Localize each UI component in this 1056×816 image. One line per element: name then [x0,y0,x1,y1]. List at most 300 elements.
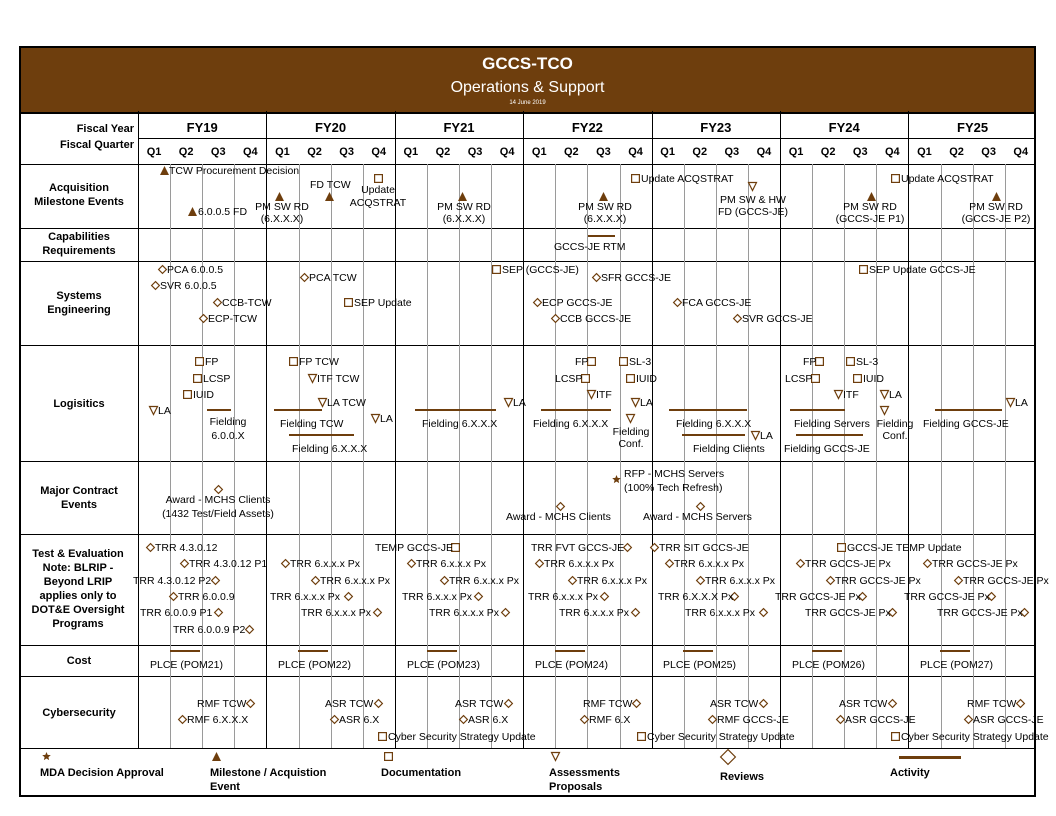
plce-pom25-activity: PLCE (POM25) [663,659,736,671]
pca-tcw-review: PCA TCW [309,272,357,284]
pca-6005-review: PCA 6.0.0.5 [167,264,224,276]
review-diamond-icon [796,559,805,568]
milestone-triangle-icon [458,192,467,201]
legend-inverted-triangle-icon [551,752,560,761]
sep-gccs-je-doc: SEP (GCCS-JE) [502,264,579,276]
fca-gccs-je-review: FCA GCCS-JE [682,297,752,309]
trr-6009-event: TRR 6.0.0.9 [178,591,235,603]
review-diamond-icon [407,559,416,568]
fiscal-quarter-label: Fiscal Quarter [60,139,134,151]
review-diamond-icon [214,485,223,494]
assessment-triangle-icon [631,398,640,407]
fielding-600x-version: 6.0.0.X [211,430,245,442]
fielding-gccs-je-activity: Fielding GCCS-JE [923,418,1009,430]
ecp-gccs-je-review: ECP GCCS-JE [542,297,613,309]
lcsp-doc: LCSP [555,373,583,385]
tcw-procurement-decision: TCW Procurement Decision [169,165,300,177]
fielding-600x-activity: Fielding [209,416,247,428]
row-divider [19,534,1036,535]
rmf-tcw-event: RMF TCW [197,698,247,710]
quarter-header: Q3 [339,146,354,158]
trr-4312-p2-event: TRR 4.3.0.12 P2 [133,575,212,587]
trr-6xxx-px-event: TRR 6.x.x.x Px [290,558,361,570]
cost-activity-bar [170,650,200,652]
quarter-header: Q2 [178,146,194,158]
gccs-je-rtm-event: GCCS-JE RTM [554,241,626,253]
fielding-6xxx-activity: Fielding 6.X.X.X [292,443,368,455]
review-diamond-icon [245,625,254,634]
update-acqstrat-event: Update ACQSTRAT [641,173,734,185]
quarter-divider [138,138,1036,139]
legend-star-icon [42,752,51,761]
asr-gccs-je-event: ASR GCCS-JE [845,714,916,726]
quarter-header: Q2 [949,146,964,158]
documentation-square-icon [374,174,383,183]
quarter-header: Q2 [820,146,836,158]
fiscal-year-label: Fiscal Year [76,123,134,135]
mda-star-icon [612,475,621,484]
pm-sw-rd-version: (6.X.X.X) [583,213,627,225]
review-diamond-icon [311,576,320,585]
page-date: 14 June 2019 [509,100,546,106]
plce-pom24-activity: PLCE (POM24) [535,659,608,671]
milestone-triangle-icon [188,207,197,216]
fp-doc: FP [575,356,589,368]
pm-sw-rd-event: PM SW RD [578,201,632,213]
assessment-triangle-icon [748,182,757,191]
legend-reviews: Reviews [720,771,765,783]
legend-milestone: Milestone / Acquistion [210,767,327,779]
capabilities-label: Capabilities Requirements [42,231,116,257]
review-diamond-icon [954,576,963,585]
fielding-activity-bar [541,409,611,411]
svr-6005-review: SVR 6.0.0.5 [160,280,217,292]
review-diamond-icon [211,576,220,585]
quarter-header: Q2 [307,146,322,158]
fielding-activity-bar [682,434,745,436]
trr-gccs-je-px-event: TRR GCCS-JE Px [963,575,1049,587]
quarter-header: Q4 [885,146,900,158]
la-assessment: LA [158,405,171,417]
fielding-activity-bar [796,434,863,436]
plce-pom22-activity: PLCE (POM22) [278,659,351,671]
rmf-6x-event: RMF 6.X [589,714,631,726]
cost-activity-bar [940,650,970,652]
svr-gccs-je-review: SVR GCCS-JE [742,313,813,325]
review-diamond-icon [1016,699,1025,708]
rmf-6xxx-event: RMF 6.X.X.X [187,714,249,726]
plce-pom21-activity: PLCE (POM21) [150,659,223,671]
assessment-triangle-icon [149,406,158,415]
quarter-divider-line [1005,164,1006,748]
legend-diamond-icon [720,749,736,765]
review-diamond-icon [213,298,222,307]
row-divider [19,645,1036,646]
assessment-triangle-icon [371,414,380,423]
quarter-header: Q4 [756,146,772,158]
quarter-header: Q1 [146,146,162,158]
rfp-mchs-servers-event: RFP - MCHS Servers [624,468,725,480]
trr-6xxx-px-event: TRR 6.x.x.x Px [402,591,473,603]
sfr-gccs-je-review: SFR GCCS-JE [601,272,672,284]
review-diamond-icon [673,298,682,307]
trr-4312-p1-event: TRR 4.3.0.12 P1 [189,558,268,570]
fielding-activity-bar [207,409,231,411]
systems-engineering-label: Systems Engineering [47,290,111,316]
trr-6xxx-px-event: TRR 6.x.x.x Px [429,607,500,619]
update-acqstrat-event-b: ACQSTRAT [349,197,407,209]
label-column-divider [138,111,139,748]
quarter-header: Q4 [499,146,515,158]
award-mchs-clients-event: Award - MCHS Clients [165,494,271,506]
trr-6xxx-px-event: TRR 6.x.x.x Px [301,607,372,619]
milestone-triangle-icon [867,192,876,201]
fielding-conf-event-b: Conf. [882,430,908,442]
pm-sw-rd-event: PM SW RD [437,201,491,213]
fielding-conf-event: Fielding [612,426,650,438]
quarter-header: Q3 [210,146,226,158]
ccb-tcw-review: CCB-TCW [222,297,272,309]
asr-tcw-event: ASR TCW [455,698,504,710]
fielding-activity-bar [415,409,496,411]
la-assessment: LA [640,397,653,409]
assessment-triangle-icon [1006,398,1015,407]
review-diamond-icon [504,699,513,708]
la-assessment: LA [513,397,526,409]
review-diamond-icon [374,699,383,708]
review-diamond-icon [836,715,845,724]
pm-sw-rd-version: (GCCS-JE P1) [835,213,905,225]
documentation-square-icon [837,543,846,552]
pm-sw-rd-event: PM SW RD [255,201,309,213]
page-title: GCCS-TCO [482,54,573,73]
legend-documentation: Documentation [381,767,462,779]
quarter-header: Q1 [403,146,419,158]
plce-pom23-activity: PLCE (POM23) [407,659,480,671]
pm-sw-rd-version: (GCCS-JE P2) [961,213,1031,225]
review-diamond-icon [696,576,705,585]
quarter-divider-line [876,164,877,748]
trr-6xxx-px-event: TRR 6.x.x.x Px [674,558,745,570]
year-header-fy20: FY20 [315,120,347,135]
documentation-square-icon [891,174,900,183]
cost-activity-bar [683,650,713,652]
itf-assessment: ITF [596,389,612,401]
trr-6009-p1-event: TRR 6.0.0.9 P1 [140,607,213,619]
year-divider [523,111,524,748]
assessment-triangle-icon [318,398,327,407]
legend-activity: Activity [890,767,930,779]
assessment-triangle-icon [880,390,889,399]
acquisition-label: Acquisition Milestone Events [34,182,124,208]
quarter-divider-line [748,164,749,748]
review-diamond-icon [146,543,155,552]
header-banner [21,48,1034,114]
fielding-conf-event-b: Conf. [618,438,644,450]
year-header-fy22: FY22 [571,120,603,135]
quarter-header: Q1 [788,146,804,158]
review-diamond-icon [344,592,353,601]
trr-sit-gccs-je-event: TRR SIT GCCS-JE [659,542,749,554]
review-diamond-icon [759,699,768,708]
review-diamond-icon [158,265,167,274]
plce-pom27-activity: PLCE (POM27) [920,659,993,671]
review-diamond-icon [501,608,510,617]
fielding-6xxx-activity: Fielding 6.X.X.X [676,418,752,430]
itf-tcw-assessment: ITF TCW [317,373,360,385]
fielding-activity-bar [289,434,354,436]
review-diamond-icon [888,699,897,708]
documentation-square-icon [626,374,635,383]
quarter-header: Q2 [435,146,451,158]
documentation-square-icon [619,357,628,366]
milestone-triangle-icon [325,192,334,201]
documentation-square-icon [631,174,640,183]
fielding-activity-bar [669,409,747,411]
quarter-divider-line [363,164,364,748]
review-diamond-icon [535,559,544,568]
fielding-activity-bar [274,409,322,411]
temp-gccs-je-event: TEMP GCCS-JE [375,542,453,554]
trr-gccs-je-px-event: TRR GCCS-JE Px [805,558,891,570]
review-diamond-icon [650,543,659,552]
cost-activity-bar [427,650,457,652]
quarter-header: Q3 [596,146,611,158]
row-divider [19,461,1036,462]
quarter-header: Q1 [917,146,932,158]
review-diamond-icon [533,298,542,307]
cost-activity-bar [298,650,328,652]
la-assessment: LA [380,413,393,425]
la-assessment: LA [1015,397,1028,409]
trr-6xxx-px-event: TRR 6.x.x.x Px [559,607,630,619]
fielding-6xxx-activity: Fielding 6.X.X.X [533,418,609,430]
asr-6x-event: ASR 6.X [339,714,380,726]
review-diamond-icon [556,502,565,511]
review-diamond-icon [592,273,601,282]
trr-gccs-je-px-event: TRR GCCS-JE Px [904,591,990,603]
assessment-triangle-icon [308,374,317,383]
review-diamond-icon [300,273,309,282]
rmf-tcw-event: RMF TCW [583,698,633,710]
pm-sw-rd-event: PM SW RD [969,201,1023,213]
milestone-triangle-icon [275,192,284,201]
documentation-square-icon [846,357,855,366]
year-header-fy24: FY24 [828,120,860,135]
documentation-square-icon [492,265,501,274]
cybersecurity-label: Cybersecurity [42,707,116,719]
legend-milestone-b: Event [210,781,240,793]
sl3-doc: SL-3 [629,356,652,368]
fielding-tcw-activity: Fielding TCW [280,418,344,430]
row-divider [19,261,1036,262]
legend-assessments: Assessments [549,767,620,779]
fielding-clients-activity: Fielding Clients [693,443,765,455]
quarter-header: Q4 [628,146,643,158]
quarter-header: Q4 [371,146,387,158]
award-mchs-clients-assets: (1432 Test/Field Assets) [162,508,274,520]
sep-update-gccs-je-doc: SEP Update GCCS-JE [869,264,976,276]
documentation-square-icon [637,732,646,741]
asr-tcw-event: ASR TCW [710,698,759,710]
review-diamond-icon [214,608,223,617]
review-diamond-icon [826,576,835,585]
year-header-fy23: FY23 [700,120,732,135]
review-diamond-icon [459,715,468,724]
trr-6xxx-px-event: TRR 6.X.X.X Px [658,591,734,603]
row-divider [19,228,1036,229]
quarter-header: Q1 [660,146,675,158]
assessment-triangle-icon [751,431,760,440]
review-diamond-icon [178,715,187,724]
quarter-divider-line [491,164,492,748]
trr-6xxx-px-event: TRR 6.x.x.x Px [544,558,615,570]
test-evaluation-label: Test & Evaluation Note: BLRIP - Beyond LRIP applies only to DOT&E Oversight Programs [31,548,125,630]
cyber-security-strategy-event: Cyber Security Strategy Update [388,731,536,743]
pm-sw-rd-event: PM SW RD [843,201,897,213]
documentation-square-icon [193,374,202,383]
milestone-triangle-icon [160,166,169,175]
milestone-triangle-icon [992,192,1001,201]
fp-tcw-doc: FP TCW [299,356,339,368]
trr-gccs-je-px-event: TRR GCCS-JE Px [835,575,921,587]
assessment-triangle-icon [626,414,635,423]
plce-pom26-activity: PLCE (POM26) [792,659,865,671]
trr-gccs-je-px-event: TRR GCCS-JE Px [775,591,861,603]
itf-assessment: ITF [843,389,859,401]
quarter-divider-line [234,164,235,748]
trr-6xxx-px-event: TRR 6.x.x.x Px [270,591,341,603]
review-diamond-icon [632,699,641,708]
assessment-triangle-icon [504,398,513,407]
assessment-triangle-icon [587,390,596,399]
fielding-gccs-je-activity: Fielding GCCS-JE [784,443,870,455]
review-diamond-icon [631,608,640,617]
quarter-header: Q3 [852,146,868,158]
gccs-je-temp-update-event: GCCS-JE TEMP Update [847,542,962,554]
pm-sw-hw-fd-event-b: FD (GCCS-JE) [718,206,788,218]
trr-gccs-je-px-event: TRR GCCS-JE Px [932,558,1018,570]
legend-activity-bar [899,756,961,759]
review-diamond-icon [180,559,189,568]
capabilities-activity-bar [588,235,615,237]
row-divider [19,676,1036,677]
milestone-triangle-icon [599,192,608,201]
cost-label: Cost [66,655,92,667]
trr-6xxx-px-event: TRR 6.x.x.x Px [449,575,520,587]
trr-6xxx-px-event: TRR 6.x.x.x Px [685,607,756,619]
year-header-fy21: FY21 [443,120,475,135]
asr-tcw-event: ASR TCW [325,698,374,710]
cyber-security-strategy-event: Cyber Security Strategy Update [901,731,1049,743]
review-diamond-icon [330,715,339,724]
row-divider [19,345,1036,346]
review-diamond-icon [199,314,208,323]
documentation-square-icon [195,357,204,366]
review-diamond-icon [665,559,674,568]
cost-activity-bar [812,650,842,652]
fielding-conf-event: Fielding [876,418,914,430]
fd-tcw-event: FD TCW [310,179,351,191]
fielding-6xxx-activity: Fielding 6.X.X.X [422,418,498,430]
asr-tcw-event: ASR TCW [839,698,888,710]
legend-square-icon [384,752,393,761]
award-mchs-clients-event: Award - MCHS Clients [506,511,611,523]
asr-6x-event: ASR 6.X [468,714,509,726]
review-diamond-icon [623,543,632,552]
quarter-header: Q1 [531,146,547,158]
trr-6xxx-px-event: TRR 6.x.x.x Px [577,575,648,587]
fp-doc: FP [803,356,817,368]
fielding-servers-activity: Fielding Servers [794,418,870,430]
la-assessment: LA [760,430,773,442]
review-diamond-icon [246,699,255,708]
review-diamond-icon [733,314,742,323]
award-mchs-servers-event: Award - MCHS Servers [643,511,752,523]
assessment-triangle-icon [880,406,889,415]
pm-sw-hw-fd-event: PM SW & HW [720,194,786,206]
review-diamond-icon [580,715,589,724]
row-divider [19,748,1036,749]
fielding-activity-bar [935,409,1002,411]
la-tcw-assessment: LA TCW [327,397,366,409]
documentation-square-icon [859,265,868,274]
review-diamond-icon [151,281,160,290]
assessment-triangle-icon [834,390,843,399]
trr-6xxx-px-event: TRR 6.x.x.x Px [528,591,599,603]
iuid-doc: IUID [636,373,657,385]
update-acqstrat-event: Update ACQSTRAT [901,173,994,185]
quarter-header: Q4 [1013,146,1029,158]
review-diamond-icon [440,576,449,585]
documentation-square-icon [378,732,387,741]
update-acqstrat-event: Update [361,184,395,196]
sep-update-doc: SEP Update [354,297,412,309]
pm-sw-rd-version: (6.X.X.X) [442,213,486,225]
logistics-label: Logisitics [53,398,105,410]
quarter-header: Q3 [724,146,740,158]
review-diamond-icon [474,592,483,601]
trr-4312-event: TRR 4.3.0.12 [155,542,218,554]
fielding-activity-bar [790,409,845,411]
la-assessment: LA [889,389,902,401]
year-header-fy19: FY19 [186,120,218,135]
year-header-fy25: FY25 [957,120,989,135]
trr-6xxx-px-event: TRR 6.x.x.x Px [705,575,776,587]
trr-gccs-je-px-event: TRR GCCS-JE Px [937,607,1023,619]
trr-fvt-gccs-je-event: TRR FVT GCCS-JE [531,542,625,554]
trr-6xxx-px-event: TRR 6.x.x.x Px [416,558,487,570]
page-subtitle: Operations & Support [450,79,605,96]
rmf-tcw-event: RMF TCW [967,698,1017,710]
pm-sw-rd-version: (6.X.X.X) [260,213,304,225]
review-diamond-icon [923,559,932,568]
quarter-header: Q2 [692,146,708,158]
legend-assessments-b: Proposals [549,781,603,793]
contracts-label: Major Contract Events [40,485,118,511]
review-diamond-icon [373,608,382,617]
asr-gccs-je-event: ASR GCCS-JE [973,714,1044,726]
review-diamond-icon [568,576,577,585]
lcsp-doc: LCSP [203,373,231,385]
quarter-header: Q3 [467,146,483,158]
documentation-square-icon [183,390,192,399]
review-diamond-icon [708,715,717,724]
review-diamond-icon [696,502,705,511]
review-diamond-icon [169,592,178,601]
trr-gccs-je-px-event: TRR GCCS-JE Px [805,607,891,619]
documentation-square-icon [891,732,900,741]
